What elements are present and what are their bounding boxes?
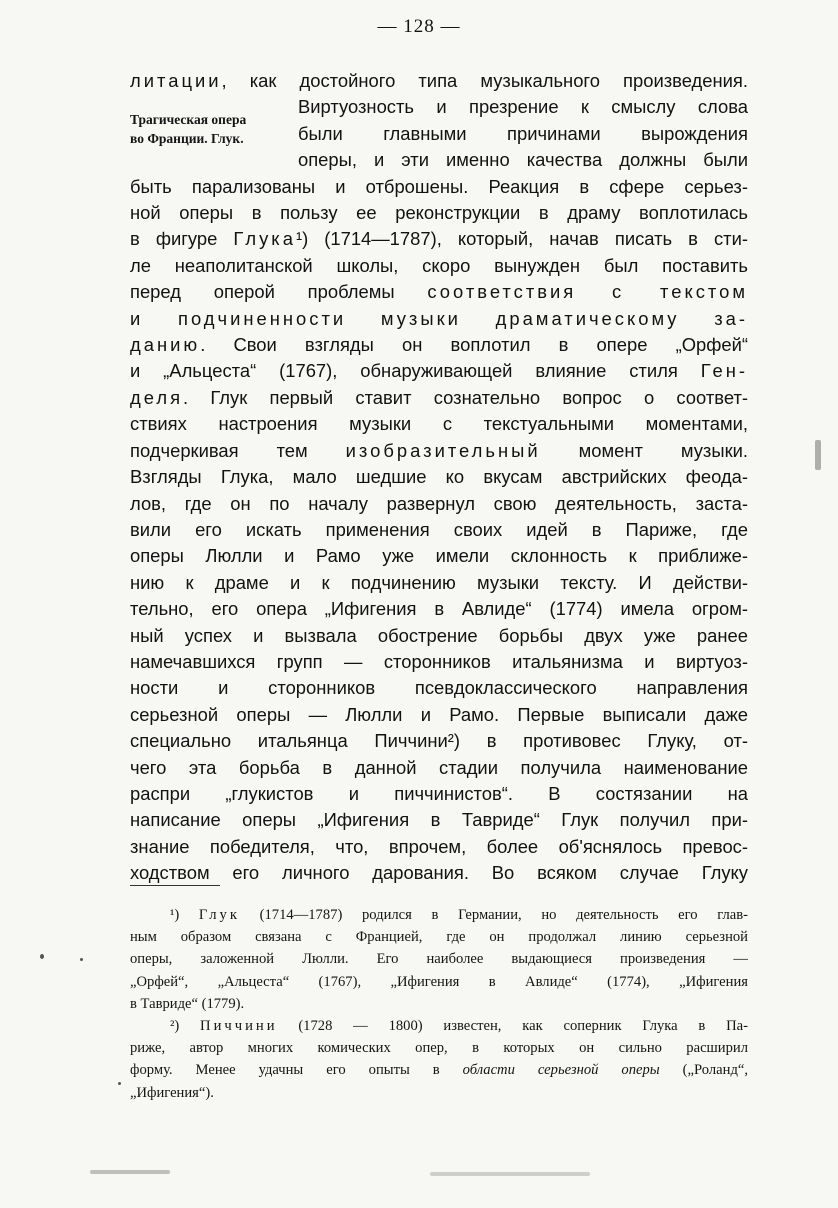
text-run: ¹) [170,907,199,923]
text-line [130,702,748,728]
text-run: знание победителя, что, впрочем, более об'яснялось превос- [130,835,748,857]
text-run: Ген- [700,360,748,382]
text-line [130,596,748,622]
text-run: и подчиненности музыки драматическому за- [130,307,748,329]
text-run: ной оперы в пользу ее реконструкции в драму воплотилась [130,202,748,224]
footnote-line [130,926,748,948]
footnote-line [130,1059,748,1081]
text-line [130,755,748,781]
scan-speck [40,954,44,959]
scan-speck [430,1172,590,1176]
text-run: Пиччини [200,1018,278,1035]
text-line [130,385,748,411]
text-run: распри „глукистов и пиччинистов“. В состязании на [130,782,748,804]
main-text [130,68,748,887]
text-run: подчеркивая тем [130,439,346,461]
text-line [130,649,748,675]
text-run: написание оперы „Ифигения в Тавриде“ Глук получил при- [130,809,748,831]
text-run: соответствия с текстом [427,281,748,303]
text-run: Виртуозность и презрение к смыслу слова [298,96,748,118]
text-line [130,147,748,173]
text-line [130,570,748,596]
text-run: („Роланд“, [659,1062,748,1079]
text-line [130,174,748,200]
page-number: — 128 — [377,16,461,37]
text-run: Глук [198,907,240,923]
text-run: ходством его личного дарования. Во всяком случае Глуку [130,862,748,884]
text-run: специально итальянца Пиччини²) в противовес Глуку, от- [130,730,748,752]
text-run: оперы Люлли и Рамо уже имели склонность к приближе- [130,545,748,567]
text-line [130,121,748,147]
text-line [130,860,748,886]
text-line [130,253,748,279]
text-line [130,94,748,120]
text-run: в фигуре [130,228,234,250]
text-line [130,68,748,94]
text-run: ²) [170,1018,201,1035]
text-run: ле неаполитанской школы, скоро вынужден был поставить [130,254,748,276]
text-run: и „Альцеста“ (1767), обнаруживающей влияние стиля [130,360,701,382]
footnote-line [130,1082,748,1104]
footnote-line [130,1037,748,1059]
text-run: перед оперой проблемы [130,281,428,303]
footnote-line [130,904,748,926]
text-run: намечавшихся групп — сторонников итальянизма и виртуоз- [130,650,748,672]
text-run: ным образом связана с Францией, где он продолжал линию серьезной [130,929,748,946]
text-line [130,279,748,305]
text-run: форму. Менее удачны его опыты в [130,1062,463,1079]
text-line [130,306,748,332]
text-run: момент музыки. [540,439,748,461]
text-line [130,543,748,569]
text-run: „Орфей“, „Альцеста“ (1767), „Ифигения в Авлиде“ (1774), „Ифигения [130,973,748,990]
text-run: вили его искать применения своих идей в Париже, где [130,518,748,540]
text-line [130,728,748,754]
text-run: литации [130,70,222,91]
text-run: „Ифигения“). [130,1084,214,1101]
text-line [130,411,748,437]
text-run: тельно, его опера „Ифигения в Авлиде“ (1774) имела огром- [130,598,748,620]
side-heading-line: во Франции. Глук. [130,131,244,146]
footnote-line [130,971,748,993]
scan-speck [118,1082,121,1085]
text-run: изобразительный [345,439,541,461]
text-line [130,464,748,490]
text-run: (1714—1787) родился в Германии, но деятельность его глав- [239,907,748,923]
text-line [130,675,748,701]
text-run: ствиях настроения музыки с текстуальными моментами, [130,413,748,435]
text-run: ности и сторонников псевдоклассического направления [130,677,748,699]
text-line [130,491,748,517]
text-run: были главными причинами вырождения [298,122,748,144]
text-run: , как достойного типа музыкального произведения. [221,70,748,91]
text-run: риже, автор многих комических опер, в которых он сильно расширил [130,1040,748,1057]
scan-speck [815,440,821,470]
scan-speck [80,958,83,961]
footnote-line [130,948,748,970]
footnotes [130,904,748,1104]
text-run: в Тавриде“ (1779). [130,995,245,1012]
text-line [130,834,748,860]
text-run: Взгляды Глука, мало шедшие ко вкусам австрийских феода- [130,466,748,488]
text-line [130,332,748,358]
text-line [130,358,748,384]
footnote-line [130,993,748,1015]
scan-speck [90,1170,170,1174]
text-run: . Глук первый ставит сознательно вопрос о соответ- [183,386,748,408]
text-run: ный успех и вызвала обострение борьбы двух уже ранее [130,624,748,646]
text-line [130,517,748,543]
text-line [130,781,748,807]
text-run: (1728 — 1800) известен, как соперник Глука в Па- [277,1018,748,1035]
text-line [130,623,748,649]
text-run: Глука [233,228,296,250]
footnote-rule [130,885,220,886]
text-line [130,438,748,464]
text-line [130,200,748,226]
text-run: деля [130,386,184,408]
text-line [130,807,748,833]
text-run: быть парализованы и отброшены. Реакция в сфере серьез- [130,175,748,197]
text-run: . Свои взгляды он воплотил в опере „Орфей“ [200,334,748,356]
text-run: данию [130,334,201,356]
text-run: области серьезной оперы [462,1062,660,1079]
text-run: оперы, заложенной Люлли. Его наиболее выдающиеся произведения — [130,951,748,968]
text-run: ¹) (1714—1787), который, начав писать в сти- [295,228,748,250]
text-run: нию к драме и к подчинению музыки тексту. И действи- [130,571,748,593]
side-heading-line: Трагическая опера [130,112,247,127]
text-run: оперы, и эти именно качества должны были [298,149,748,171]
text-line [130,226,748,252]
text-run: чего эта борьба в данной стадии получила наименование [130,756,748,778]
text-run: лов, где он по началу развернул свою деятельность, заста- [130,492,748,514]
footnote-line [130,1015,748,1037]
text-run: серьезной оперы — Люлли и Рамо. Первые выписали даже [130,703,748,725]
